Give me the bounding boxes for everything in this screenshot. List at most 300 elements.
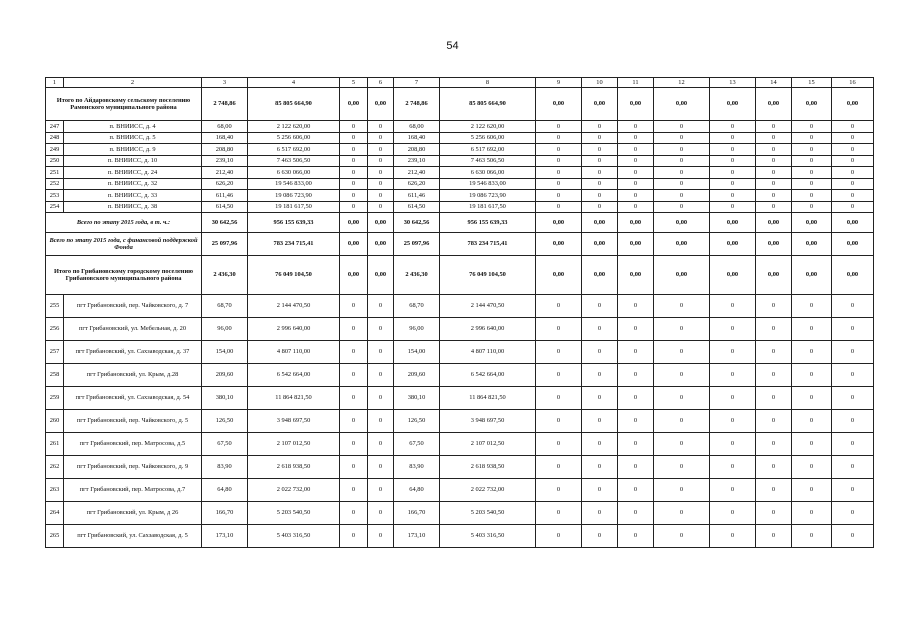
value-cell: 166,70 — [202, 502, 248, 525]
row-number: 257 — [46, 341, 64, 364]
value-cell: 0 — [618, 121, 654, 133]
value-cell: 168,40 — [394, 132, 440, 144]
address-cell: пгт Грибановский, ул. Сахзаводская, д. 5 — [64, 525, 202, 548]
column-number: 15 — [792, 78, 832, 88]
column-number: 1 — [46, 78, 64, 88]
value-cell: 0 — [536, 121, 582, 133]
value-cell: 0 — [340, 456, 368, 479]
value-cell: 0 — [340, 502, 368, 525]
value-cell: 0 — [756, 410, 792, 433]
value-cell: 0 — [756, 502, 792, 525]
value-cell: 0,00 — [756, 233, 792, 256]
value-cell: 154,00 — [202, 341, 248, 364]
value-cell: 0 — [832, 167, 874, 179]
value-cell: 6 517 692,00 — [440, 144, 536, 156]
value-cell: 0,00 — [756, 213, 792, 233]
value-cell: 0 — [340, 364, 368, 387]
address-cell: пгт Грибановский, пер. Чайковского, д. 9 — [64, 456, 202, 479]
table-row — [46, 295, 874, 318]
value-cell: 0 — [756, 201, 792, 213]
value-cell: 0 — [832, 295, 874, 318]
value-cell: 0 — [340, 318, 368, 341]
value-cell: 2 748,86 — [202, 88, 248, 121]
value-cell: 0 — [618, 479, 654, 502]
value-cell: 0 — [368, 201, 394, 213]
value-cell: 0 — [654, 341, 710, 364]
value-cell: 19 181 617,50 — [248, 201, 340, 213]
table-row — [46, 178, 874, 190]
value-cell: 212,40 — [202, 167, 248, 179]
value-cell: 68,00 — [202, 121, 248, 133]
value-cell: 239,10 — [394, 155, 440, 167]
value-cell: 0,00 — [654, 256, 710, 295]
value-cell: 85 805 664,90 — [440, 88, 536, 121]
value-cell: 0,00 — [792, 88, 832, 121]
value-cell: 0,00 — [710, 213, 756, 233]
table-row — [46, 190, 874, 202]
column-number: 4 — [248, 78, 340, 88]
value-cell: 83,90 — [202, 456, 248, 479]
value-cell: 0 — [756, 341, 792, 364]
value-cell: 19 086 723,90 — [248, 190, 340, 202]
value-cell: 0 — [654, 525, 710, 548]
value-cell: 0 — [618, 456, 654, 479]
value-cell: 0 — [340, 132, 368, 144]
value-cell: 0 — [368, 178, 394, 190]
value-cell: 0 — [756, 525, 792, 548]
value-cell: 0 — [368, 155, 394, 167]
value-cell: 0 — [618, 410, 654, 433]
value-cell: 0 — [756, 364, 792, 387]
value-cell: 2 996 640,00 — [248, 318, 340, 341]
value-cell: 2 996 640,00 — [440, 318, 536, 341]
value-cell: 0 — [582, 201, 618, 213]
value-cell: 0 — [582, 132, 618, 144]
row-number: 262 — [46, 456, 64, 479]
value-cell: 25 097,96 — [394, 233, 440, 256]
value-cell: 96,00 — [394, 318, 440, 341]
value-cell: 0 — [340, 295, 368, 318]
row-number: 255 — [46, 295, 64, 318]
value-cell: 0 — [618, 155, 654, 167]
value-cell: 5 203 540,50 — [440, 502, 536, 525]
value-cell: 0,00 — [710, 233, 756, 256]
subtotal-row — [46, 256, 874, 295]
value-cell: 0 — [536, 479, 582, 502]
value-cell: 126,50 — [202, 410, 248, 433]
value-cell: 168,40 — [202, 132, 248, 144]
value-cell: 380,10 — [394, 387, 440, 410]
value-cell: 2 618 938,50 — [248, 456, 340, 479]
housing-register-table — [45, 77, 874, 548]
address-cell: пгт Грибановский, пер. Матросова, д.5 — [64, 433, 202, 456]
table-row — [46, 155, 874, 167]
column-number: 5 — [340, 78, 368, 88]
value-cell: 626,20 — [394, 178, 440, 190]
value-cell: 0 — [536, 525, 582, 548]
value-cell: 64,80 — [202, 479, 248, 502]
value-cell: 0 — [368, 144, 394, 156]
value-cell: 0 — [582, 502, 618, 525]
value-cell: 783 234 715,41 — [440, 233, 536, 256]
value-cell: 0 — [582, 410, 618, 433]
value-cell: 0 — [654, 410, 710, 433]
value-cell: 0 — [832, 502, 874, 525]
table-row — [46, 502, 874, 525]
value-cell: 0 — [832, 144, 874, 156]
value-cell: 0 — [792, 190, 832, 202]
column-number: 12 — [654, 78, 710, 88]
value-cell: 0 — [710, 410, 756, 433]
value-cell: 0,00 — [756, 256, 792, 295]
value-cell: 0 — [536, 502, 582, 525]
value-cell: 0 — [710, 502, 756, 525]
column-number: 10 — [582, 78, 618, 88]
summary-row — [46, 233, 874, 256]
value-cell: 0 — [792, 178, 832, 190]
page-number: 54 — [446, 40, 459, 52]
value-cell: 0 — [654, 479, 710, 502]
value-cell: 7 463 506,50 — [440, 155, 536, 167]
subtotal-row — [46, 88, 874, 121]
table-body — [46, 78, 874, 548]
value-cell: 212,40 — [394, 167, 440, 179]
value-cell: 0 — [582, 479, 618, 502]
value-cell: 0,00 — [340, 233, 368, 256]
table-row — [46, 121, 874, 133]
value-cell: 0,00 — [368, 213, 394, 233]
value-cell: 0,00 — [582, 88, 618, 121]
value-cell: 19 546 833,00 — [248, 178, 340, 190]
value-cell: 0 — [536, 410, 582, 433]
value-cell: 0 — [710, 121, 756, 133]
table-row — [46, 201, 874, 213]
value-cell: 0 — [618, 364, 654, 387]
value-cell: 0 — [792, 364, 832, 387]
value-cell: 0 — [710, 132, 756, 144]
value-cell: 0 — [618, 525, 654, 548]
value-cell: 0 — [618, 341, 654, 364]
value-cell: 3 948 697,50 — [440, 410, 536, 433]
value-cell: 68,70 — [202, 295, 248, 318]
value-cell: 0 — [792, 341, 832, 364]
value-cell: 208,80 — [394, 144, 440, 156]
row-number: 253 — [46, 190, 64, 202]
value-cell: 4 807 110,00 — [248, 341, 340, 364]
value-cell: 0 — [654, 144, 710, 156]
value-cell: 0 — [340, 525, 368, 548]
value-cell: 30 642,56 — [202, 213, 248, 233]
value-cell: 0 — [582, 433, 618, 456]
value-cell: 6 630 066,00 — [248, 167, 340, 179]
value-cell: 0 — [340, 155, 368, 167]
value-cell: 0 — [582, 525, 618, 548]
value-cell: 0 — [368, 295, 394, 318]
value-cell: 0,00 — [618, 233, 654, 256]
value-cell: 0 — [582, 364, 618, 387]
value-cell: 0 — [582, 190, 618, 202]
value-cell: 0 — [654, 387, 710, 410]
value-cell: 0 — [368, 525, 394, 548]
value-cell: 0 — [710, 525, 756, 548]
address-cell: п. ВНИИСС, д. 5 — [64, 132, 202, 144]
table-row — [46, 144, 874, 156]
value-cell: 173,10 — [202, 525, 248, 548]
value-cell: 0 — [654, 502, 710, 525]
row-label: Всего по этапу 2015 года, с финансовой поддержкой Фонда — [46, 233, 202, 256]
value-cell: 0 — [710, 144, 756, 156]
row-number: 256 — [46, 318, 64, 341]
row-number: 265 — [46, 525, 64, 548]
row-number: 263 — [46, 479, 64, 502]
value-cell: 0 — [710, 433, 756, 456]
value-cell: 2 618 938,50 — [440, 456, 536, 479]
address-cell: пгт Грибановский, ул. Сахзаводская, д. 54 — [64, 387, 202, 410]
table-row — [46, 318, 874, 341]
value-cell: 0 — [618, 387, 654, 410]
value-cell: 6 517 692,00 — [248, 144, 340, 156]
value-cell: 209,60 — [394, 364, 440, 387]
value-cell: 0 — [654, 433, 710, 456]
value-cell: 0 — [756, 456, 792, 479]
value-cell: 0 — [340, 201, 368, 213]
value-cell: 0 — [832, 318, 874, 341]
value-cell: 0 — [832, 341, 874, 364]
value-cell: 0 — [654, 155, 710, 167]
value-cell: 2 022 732,00 — [248, 479, 340, 502]
value-cell: 11 864 821,50 — [248, 387, 340, 410]
value-cell: 0 — [710, 318, 756, 341]
value-cell: 0 — [536, 295, 582, 318]
value-cell: 0 — [832, 132, 874, 144]
value-cell: 0 — [536, 155, 582, 167]
value-cell: 0 — [832, 410, 874, 433]
value-cell: 611,46 — [394, 190, 440, 202]
value-cell: 0 — [618, 132, 654, 144]
table-row — [46, 167, 874, 179]
value-cell: 0 — [792, 456, 832, 479]
column-number: 8 — [440, 78, 536, 88]
value-cell: 0 — [654, 456, 710, 479]
value-cell: 2 122 620,00 — [440, 121, 536, 133]
value-cell: 0 — [368, 387, 394, 410]
address-cell: пгт Грибановский, пер. Чайковского, д. 7 — [64, 295, 202, 318]
value-cell: 0 — [536, 201, 582, 213]
value-cell: 0 — [710, 387, 756, 410]
value-cell: 0 — [792, 433, 832, 456]
table-row — [46, 364, 874, 387]
value-cell: 0 — [756, 433, 792, 456]
value-cell: 0 — [340, 410, 368, 433]
value-cell: 0 — [536, 341, 582, 364]
value-cell: 0 — [340, 144, 368, 156]
table-row — [46, 433, 874, 456]
value-cell: 0 — [710, 364, 756, 387]
value-cell: 0 — [756, 387, 792, 410]
value-cell: 0 — [654, 364, 710, 387]
value-cell: 83,90 — [394, 456, 440, 479]
value-cell: 0,00 — [618, 213, 654, 233]
column-number: 9 — [536, 78, 582, 88]
value-cell: 0,00 — [832, 213, 874, 233]
value-cell: 64,80 — [394, 479, 440, 502]
value-cell: 0 — [582, 456, 618, 479]
value-cell: 0,00 — [832, 256, 874, 295]
value-cell: 0,00 — [368, 88, 394, 121]
value-cell: 0 — [582, 121, 618, 133]
address-cell: п. ВНИИСС, д. 32 — [64, 178, 202, 190]
value-cell: 0 — [832, 155, 874, 167]
value-cell: 0 — [654, 318, 710, 341]
value-cell: 126,50 — [394, 410, 440, 433]
value-cell: 68,00 — [394, 121, 440, 133]
value-cell: 0 — [832, 479, 874, 502]
value-cell: 0,00 — [340, 256, 368, 295]
value-cell: 0 — [618, 201, 654, 213]
value-cell: 0 — [654, 132, 710, 144]
value-cell: 0 — [832, 433, 874, 456]
table-row — [46, 132, 874, 144]
value-cell: 0 — [710, 479, 756, 502]
value-cell: 380,10 — [202, 387, 248, 410]
value-cell: 0 — [340, 341, 368, 364]
value-cell: 0,00 — [536, 213, 582, 233]
value-cell: 0,00 — [582, 213, 618, 233]
address-cell: пгт Грибановский, пер. Чайковского, д. 5 — [64, 410, 202, 433]
column-number: 2 — [64, 78, 202, 88]
value-cell: 2 436,30 — [394, 256, 440, 295]
value-cell: 2 022 732,00 — [440, 479, 536, 502]
value-cell: 0 — [832, 178, 874, 190]
value-cell: 0,00 — [536, 256, 582, 295]
value-cell: 0,00 — [710, 88, 756, 121]
value-cell: 0 — [368, 318, 394, 341]
value-cell: 25 097,96 — [202, 233, 248, 256]
value-cell: 0 — [368, 456, 394, 479]
address-cell: пгт Грибановский, ул. Сахзаводская, д. 37 — [64, 341, 202, 364]
address-cell: п. ВНИИСС, д. 9 — [64, 144, 202, 156]
value-cell: 4 807 110,00 — [440, 341, 536, 364]
value-cell: 0 — [756, 479, 792, 502]
value-cell: 0 — [582, 295, 618, 318]
value-cell: 0,00 — [832, 88, 874, 121]
address-cell: п. ВНИИСС, д. 38 — [64, 201, 202, 213]
value-cell: 0 — [340, 479, 368, 502]
value-cell: 0 — [832, 121, 874, 133]
value-cell: 0 — [710, 295, 756, 318]
value-cell: 956 155 639,33 — [440, 213, 536, 233]
row-number: 248 — [46, 132, 64, 144]
value-cell: 0 — [756, 121, 792, 133]
value-cell: 2 107 012,50 — [248, 433, 340, 456]
value-cell: 0 — [368, 341, 394, 364]
address-cell: пгт Грибановский, ул. Мебельная, д. 20 — [64, 318, 202, 341]
value-cell: 0 — [792, 201, 832, 213]
row-label: Итого по Грибановскому городскому поселению Грибановского муниципального района — [46, 256, 202, 295]
value-cell: 0 — [368, 132, 394, 144]
row-label: Всего по этапу 2015 года, в т. ч.: — [46, 213, 202, 233]
value-cell: 11 864 821,50 — [440, 387, 536, 410]
value-cell: 0 — [756, 144, 792, 156]
value-cell: 0,00 — [368, 256, 394, 295]
address-cell: п. ВНИИСС, д. 10 — [64, 155, 202, 167]
value-cell: 0 — [582, 144, 618, 156]
value-cell: 2 436,30 — [202, 256, 248, 295]
value-cell: 208,80 — [202, 144, 248, 156]
value-cell: 0 — [536, 132, 582, 144]
value-cell: 0 — [618, 433, 654, 456]
value-cell: 0 — [792, 132, 832, 144]
value-cell: 626,20 — [202, 178, 248, 190]
row-number: 251 — [46, 167, 64, 179]
value-cell: 0,00 — [536, 233, 582, 256]
value-cell: 0 — [618, 178, 654, 190]
value-cell: 0 — [368, 167, 394, 179]
value-cell: 0,00 — [340, 88, 368, 121]
column-number: 11 — [618, 78, 654, 88]
value-cell: 0 — [792, 502, 832, 525]
value-cell: 5 403 316,50 — [248, 525, 340, 548]
value-cell: 0,00 — [756, 88, 792, 121]
value-cell: 209,60 — [202, 364, 248, 387]
value-cell: 0 — [832, 387, 874, 410]
value-cell: 0 — [792, 479, 832, 502]
value-cell: 0 — [832, 364, 874, 387]
value-cell: 76 049 104,50 — [440, 256, 536, 295]
value-cell: 76 049 104,50 — [248, 256, 340, 295]
value-cell: 0 — [710, 201, 756, 213]
value-cell: 0 — [618, 295, 654, 318]
value-cell: 0 — [582, 167, 618, 179]
value-cell: 0 — [792, 144, 832, 156]
table-row — [46, 410, 874, 433]
value-cell: 0 — [792, 318, 832, 341]
value-cell: 2 748,86 — [394, 88, 440, 121]
value-cell: 173,10 — [394, 525, 440, 548]
table-row — [46, 525, 874, 548]
value-cell: 5 403 316,50 — [440, 525, 536, 548]
value-cell: 614,50 — [202, 201, 248, 213]
value-cell: 0 — [536, 144, 582, 156]
value-cell: 0 — [792, 167, 832, 179]
value-cell: 0 — [368, 502, 394, 525]
value-cell: 0 — [832, 525, 874, 548]
value-cell: 0 — [654, 178, 710, 190]
value-cell: 0 — [710, 456, 756, 479]
value-cell: 166,70 — [394, 502, 440, 525]
value-cell: 0 — [368, 364, 394, 387]
value-cell: 0,00 — [792, 256, 832, 295]
column-number-row — [46, 78, 874, 88]
row-number: 258 — [46, 364, 64, 387]
value-cell: 5 256 606,00 — [248, 132, 340, 144]
value-cell: 0,00 — [582, 233, 618, 256]
table-row — [46, 341, 874, 364]
value-cell: 0 — [536, 364, 582, 387]
value-cell: 0,00 — [582, 256, 618, 295]
value-cell: 2 144 470,50 — [440, 295, 536, 318]
value-cell: 0 — [536, 433, 582, 456]
value-cell: 611,46 — [202, 190, 248, 202]
value-cell: 0 — [654, 295, 710, 318]
value-cell: 0 — [582, 341, 618, 364]
value-cell: 0,00 — [654, 233, 710, 256]
value-cell: 0 — [536, 167, 582, 179]
value-cell: 956 155 639,33 — [248, 213, 340, 233]
value-cell: 0,00 — [792, 213, 832, 233]
value-cell: 0 — [710, 178, 756, 190]
value-cell: 2 122 620,00 — [248, 121, 340, 133]
